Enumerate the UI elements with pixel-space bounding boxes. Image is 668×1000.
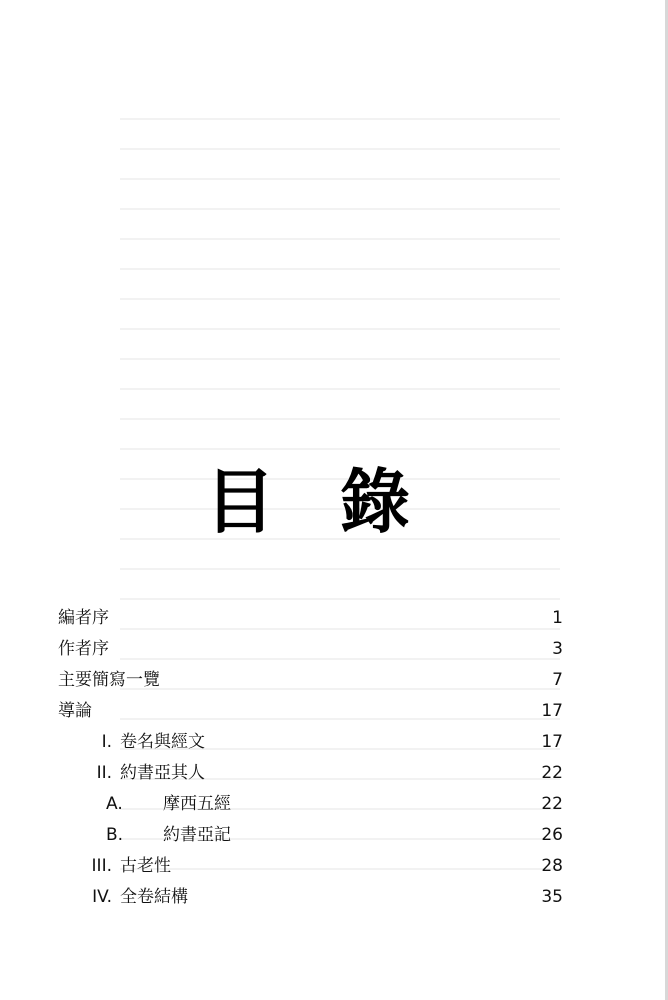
toc-entry-page: 17	[541, 732, 563, 752]
toc-subentry[interactable]	[58, 727, 563, 758]
toc-entry-page: 26	[541, 825, 563, 845]
toc-entry-label: 約書亞其人	[120, 763, 205, 783]
toc-entry[interactable]	[58, 603, 563, 634]
title-char-1: 目	[205, 460, 275, 543]
toc-subentry[interactable]	[58, 851, 563, 882]
toc-entry[interactable]	[58, 696, 563, 727]
toc-entry-label: 導論	[58, 701, 92, 721]
toc-entry-page: 28	[541, 856, 563, 876]
toc-entry-page: 22	[541, 794, 563, 814]
toc-entry-numeral: B.	[106, 825, 124, 845]
toc-entry-label: 作者序	[58, 639, 109, 659]
toc-entry-page: 17	[541, 701, 563, 721]
toc-entry-numeral: I.	[101, 732, 112, 752]
table-of-contents	[58, 603, 563, 913]
toc-entry-numeral: IV.	[92, 887, 112, 907]
toc-entry-numeral: III.	[91, 856, 112, 876]
toc-entry-label: 主要簡寫一覽	[58, 670, 160, 690]
toc-entry-page: 3	[552, 639, 563, 659]
toc-entry-numeral: A.	[106, 794, 123, 814]
toc-subentry[interactable]	[58, 758, 563, 789]
toc-entry[interactable]	[58, 634, 563, 665]
toc-entry-page: 7	[552, 670, 563, 690]
toc-entry-page: 22	[541, 763, 563, 783]
toc-subsubentry[interactable]	[58, 820, 563, 851]
toc-entry-numeral: II.	[96, 763, 112, 783]
toc-entry-label: 全卷結構	[120, 887, 188, 907]
toc-entry-page: 35	[541, 887, 563, 907]
toc-entry-label: 摩西五經	[163, 794, 231, 814]
toc-entry-page: 1	[552, 608, 563, 628]
toc-entry-label: 卷名與經文	[120, 732, 205, 752]
toc-entry[interactable]	[58, 665, 563, 696]
toc-subentry[interactable]	[58, 882, 563, 913]
toc-entry-label: 古老性	[120, 856, 171, 876]
toc-subsubentry[interactable]	[58, 789, 563, 820]
title-char-2: 錄	[340, 460, 410, 543]
toc-entry-label: 編者序	[58, 608, 109, 628]
toc-entry-label: 約書亞記	[163, 825, 231, 845]
page-title	[0, 462, 668, 542]
